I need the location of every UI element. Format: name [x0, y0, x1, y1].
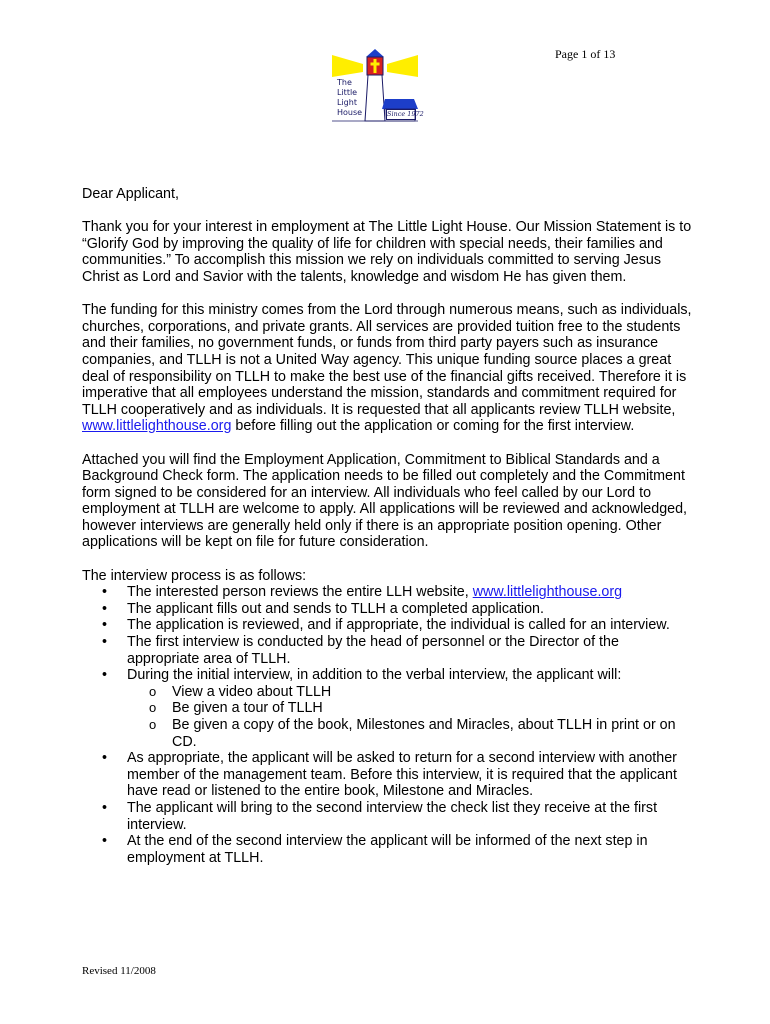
logo-since-badge: Since 1972 [387, 110, 424, 118]
paragraph-attachments: Attached you will find the Employment Application, Commitment to Biblical Standards and a Background Check form. The application needs to be filled out completely and the Commitment form signed to be considered for an interview. All individuals who feel called by our Lord to employment at TLLH are welcome to apply. All applications will be reviewed and acknowledged, however interviews are generally held only if there is an appropriate position opening. Other applications will be kept on file for future consideration. [82, 451, 688, 551]
sub-list-item: o Be given a copy of the book, Milestones and Miracles, about TLLH in print or on CD. [127, 717, 692, 750]
sub-list-item: o Be given a tour of TLLH [127, 700, 692, 717]
paragraph-mission: Thank you for your interest in employment at The Little Light House. Our Mission Statement is to “Glorify God by improving the quality of life for children with special needs, their families and communities.” To accomplish this mission we rely on individuals committed to serving Jesus Christ as Lord and Savior with the talents, knowledge and wisdom He has given them. [82, 219, 692, 285]
list-item [82, 667, 692, 750]
list-item: • The applicant will bring to the second interview the check list they receive at the first interview. [82, 800, 692, 833]
lighthouse-tower [365, 75, 385, 121]
logo-word: Little [337, 88, 358, 97]
step-text: During the initial interview, in addition to the verbal interview, the applicant will: [127, 667, 622, 684]
light-beam-left [332, 55, 363, 77]
sub-list-item: o View a video about TLLH [127, 684, 692, 701]
house-roof [382, 99, 418, 109]
salutation: Dear Applicant, [82, 186, 179, 202]
revision-footer: Revised 11/2008 [82, 965, 156, 977]
light-beam-right [387, 55, 418, 77]
step-text: The interested person reviews the entire LLH website, [127, 584, 473, 601]
logo-wordmark [337, 78, 362, 118]
list-item: • At the end of the second interview the applicant will be informed of the next step in employment at TLLH. [82, 833, 692, 866]
website-link[interactable]: www.littlelighthouse.org [82, 418, 232, 435]
website-link[interactable]: www.littlelighthouse.org [472, 584, 623, 601]
sub-steps-list [127, 684, 692, 750]
letter-body [82, 186, 692, 866]
interview-steps-list [82, 584, 692, 866]
list-item: • The first interview is conducted by the head of personnel or the Director of the appropriate area of TLLH. [82, 634, 692, 667]
paragraph-funding [82, 302, 692, 435]
page-number: Page 1 of 13 [555, 47, 616, 61]
list-item: • The application is reviewed, and if appropriate, the individual is called for an interview. [82, 617, 692, 634]
process-intro: The interview process is as follows: [82, 567, 307, 584]
list-item [82, 584, 692, 601]
logo-word: House [337, 108, 363, 117]
list-item: • As appropriate, the applicant will be asked to return for a second interview with another member of the management team. Before this interview, it is required that the applicant have read or listened to the entire book, Milestone and Miracles. [82, 750, 692, 800]
logo-word: Light [337, 98, 357, 107]
lighthouse-roof [366, 49, 384, 57]
logo-word: The [337, 78, 352, 87]
paragraph-funding-end: before filling out the application or coming for the first interview. [231, 418, 635, 435]
paragraph-funding-text: The funding for this ministry comes from the Lord through numerous means, such as individuals, churches, corporations, and private grants. All services are provided tuition free to the students and their families, no government funds, or funds from third party payers such as insurance companies, and TLLH is not a United Way agency. This unique funding source places a great deal of responsibility on TLLH to make the best use of the financial gifts received. Therefore it is imperative that all employees understand the mission, standards and commitment required for TLLH cooperatively and as individuals. It is requested that all applicants review TLLH website, [82, 302, 692, 418]
list-item: • The applicant fills out and sends to TLLH a completed application. [82, 601, 692, 618]
